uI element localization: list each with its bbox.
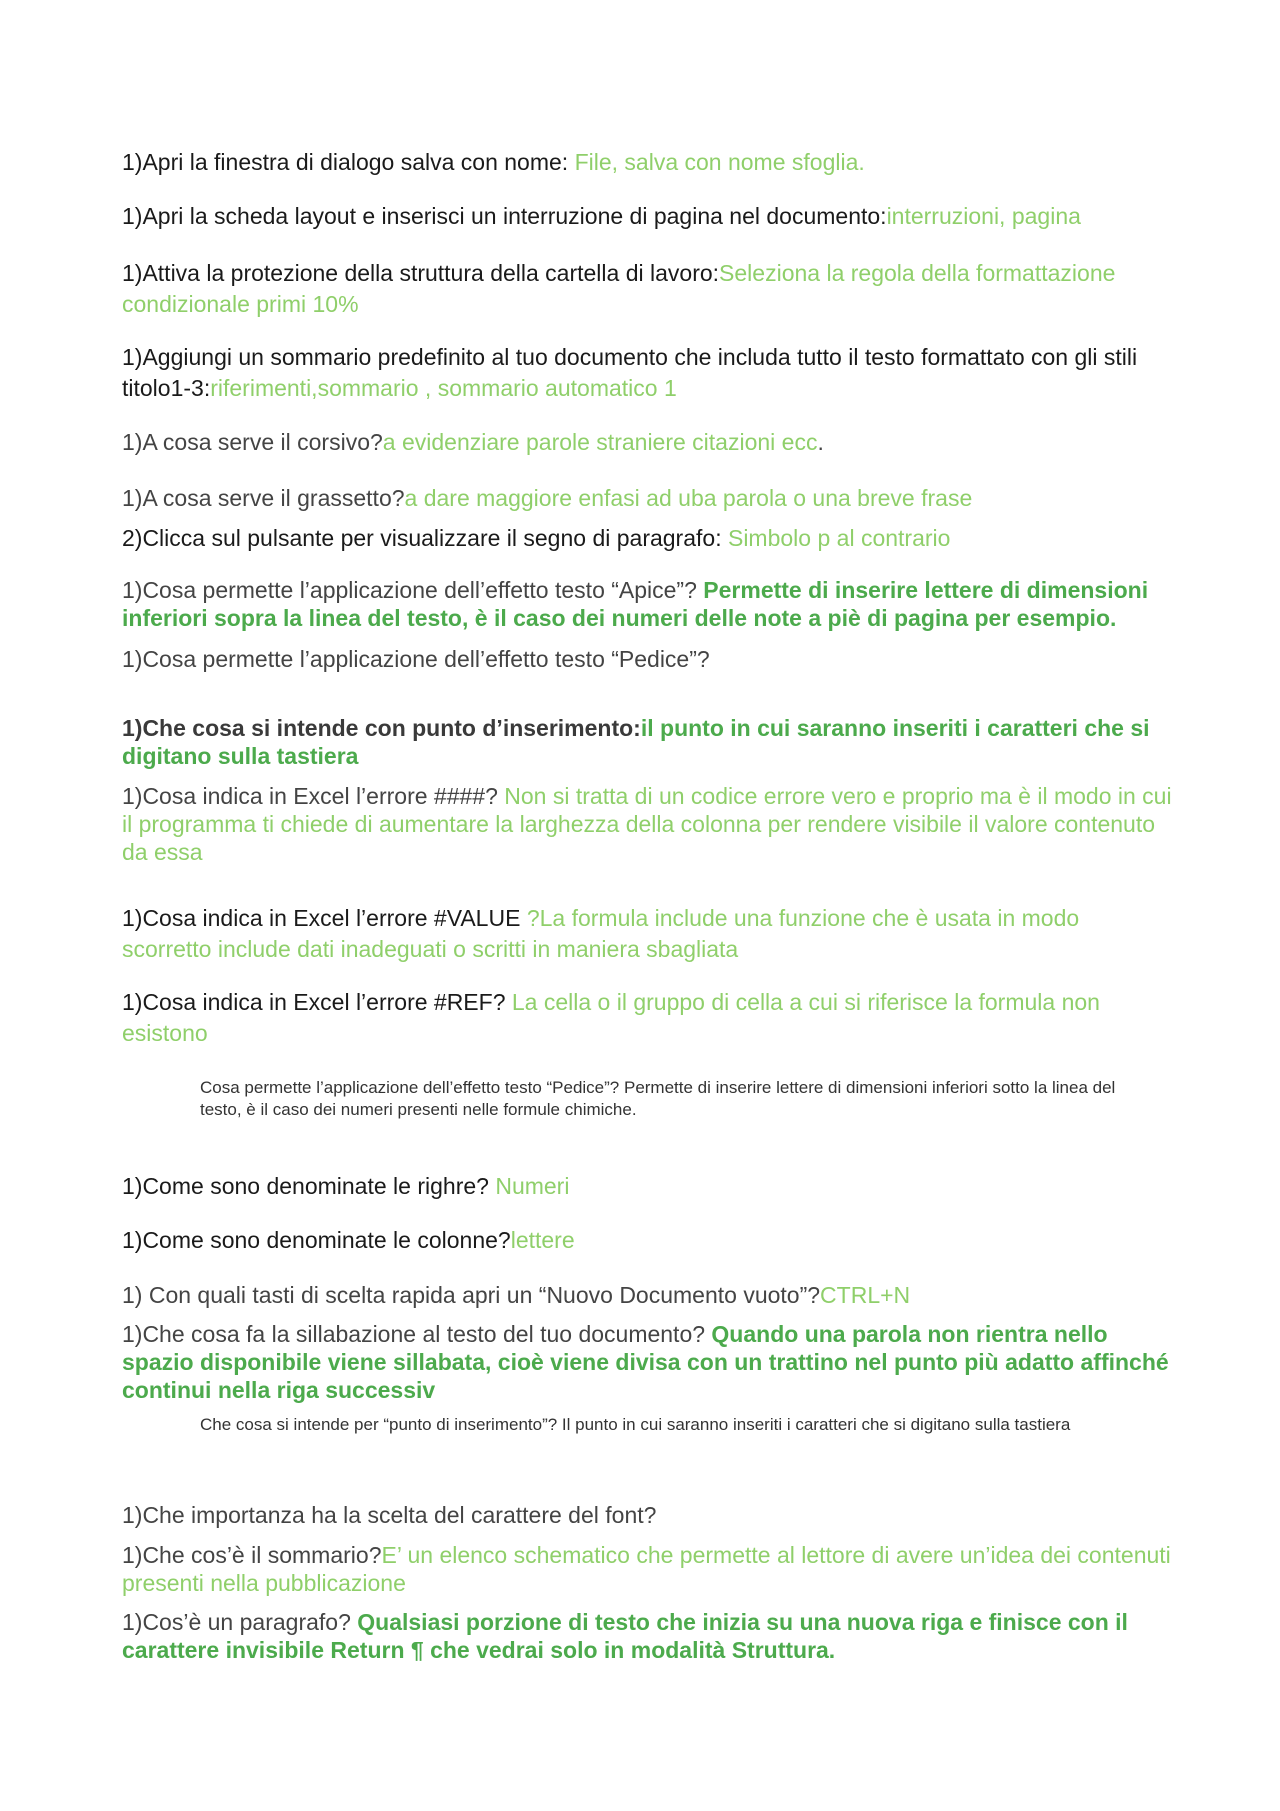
question-text: 1)Attiva la protezione della struttura della cartella di lavoro: bbox=[122, 260, 720, 286]
qa-item-excel-hash-error bbox=[122, 782, 1172, 866]
answer-text: CTRL+N bbox=[820, 1282, 911, 1308]
question-text: 2)Clicca sul pulsante per visualizzare il segno di paragrafo: bbox=[122, 525, 728, 551]
qa-item-save-as bbox=[122, 148, 1172, 176]
qa-item-paragraph bbox=[122, 1608, 1172, 1664]
qa-item-hyphenation bbox=[122, 1320, 1172, 1404]
qa-item-paragraph-mark bbox=[122, 524, 1172, 552]
answer-text: ?La formula include una funzione che è usata in modo scorretto include dati inadeguati o scritti in maniera sbagliata bbox=[122, 905, 1080, 962]
answer-text: Simbolo p al contrario bbox=[727, 525, 951, 551]
question-text: 1)Cosa indica in Excel l’errore ####? bbox=[122, 783, 505, 809]
note-subscript bbox=[200, 1077, 1160, 1121]
qa-item-excel-value-error bbox=[122, 903, 1172, 965]
answer-text: Numeri bbox=[495, 1173, 570, 1199]
question-text: 1)Che cosa fa la sillabazione al testo del tuo documento? bbox=[122, 1321, 712, 1347]
question-text: 1)Che importanza ha la scelta del carattere del font? bbox=[122, 1502, 657, 1528]
note-text: Che cosa si intende per “punto di inserimento”? Il punto in cui saranno inseriti i caratteri che si digitano sulla tastiera bbox=[200, 1415, 1071, 1434]
question-text: 1)Che cos’è il sommario? bbox=[122, 1542, 382, 1568]
qa-item-bold bbox=[122, 484, 1172, 512]
question-text: 1)Aggiungi un sommario predefinito al tuo documento che includa tutto il testo formattato con gli stili titolo1-3: bbox=[122, 344, 1138, 401]
qa-item-font-choice bbox=[122, 1501, 1172, 1529]
qa-item-superscript bbox=[122, 576, 1172, 632]
question-text: 1)A cosa serve il grassetto? bbox=[122, 485, 405, 511]
qa-item-workbook-protection bbox=[122, 258, 1172, 320]
qa-item-page-break bbox=[122, 202, 1172, 230]
question-text: 1)Come sono denominate le righre? bbox=[122, 1173, 496, 1199]
qa-item-table-of-contents bbox=[122, 342, 1172, 404]
answer-text: interruzioni, pagina bbox=[886, 203, 1081, 229]
qa-item-italic bbox=[122, 428, 1172, 456]
answer-text: il punto in cui saranno inseriti i caratteri che si digitano sulla tastiera bbox=[122, 715, 1150, 769]
question-text: 1)Apri la finestra di dialogo salva con nome: bbox=[122, 149, 575, 175]
qa-item-excel-ref-error bbox=[122, 987, 1172, 1049]
question-text: 1)Cos’è un paragrafo? bbox=[122, 1609, 358, 1635]
answer-text: lettere bbox=[510, 1227, 575, 1253]
note-text: Cosa permette l’applicazione dell’effetto testo “Pedice”? Permette di inserire lettere di dimensioni inferiori sotto la linea del testo, è il caso dei numeri presenti nelle formule chimiche. bbox=[200, 1078, 1116, 1119]
answer-text: Qualsiasi porzione di testo che inizia su una nuova riga e finisce con il carattere invisibile Return ¶ che vedrai solo in modalità Struttura. bbox=[122, 1609, 1128, 1663]
answer-text: Quando una parola non rientra nello spazio disponibile viene sillabata, cioè viene divisa con un trattino nel punto più adatto affinché continui nella riga successiv bbox=[122, 1321, 1169, 1403]
question-text: 1)Che cosa si intende con punto d’inserimento: bbox=[122, 715, 641, 741]
answer-text: Permette di inserire lettere di dimensioni inferiori sopra la linea del testo, è il caso dei numeri delle note a piè di pagina per esempio. bbox=[122, 577, 1149, 631]
qa-item-new-document-shortcut bbox=[122, 1281, 1172, 1309]
answer-text: Non si tratta di un codice errore vero e proprio ma è il modo in cui il programma ti chiede di aumentare la larghezza della colonna per rendere visibile il valore contenuto da essa bbox=[122, 783, 1172, 865]
note-insertion-point bbox=[200, 1414, 1160, 1436]
question-text: 1)Cosa permette l’applicazione dell’effetto testo “Pedice”? bbox=[122, 646, 710, 672]
question-text: 1)Come sono denominate le colonne? bbox=[122, 1227, 511, 1253]
qa-item-subscript bbox=[122, 645, 1172, 673]
question-text: 1)Apri la scheda layout e inserisci un interruzione di pagina nel documento: bbox=[122, 203, 887, 229]
answer-text: Seleziona la regola della formattazione condizionale primi 10% bbox=[122, 260, 1116, 317]
qa-item-rows bbox=[122, 1172, 1172, 1200]
answer-text: E’ un elenco schematico che permette al lettore di avere un’idea dei contenuti presenti nella pubblicazione bbox=[122, 1542, 1171, 1596]
question-text: 1)Cosa indica in Excel l’errore #VALUE bbox=[122, 905, 527, 931]
qa-item-insertion-point bbox=[122, 714, 1172, 770]
question-text: 1)Cosa indica in Excel l’errore #REF? bbox=[122, 989, 512, 1015]
question-text: 1)A cosa serve il corsivo? bbox=[122, 429, 383, 455]
trailing-period: . bbox=[817, 429, 824, 455]
answer-text: File, salva con nome sfoglia. bbox=[574, 149, 865, 175]
qa-item-columns bbox=[122, 1226, 1172, 1254]
qa-item-summary bbox=[122, 1541, 1172, 1597]
answer-text: riferimenti,sommario , sommario automatico 1 bbox=[210, 375, 677, 401]
question-text: 1) Con quali tasti di scelta rapida apri un “Nuovo Documento vuoto”? bbox=[122, 1282, 821, 1308]
answer-text: a dare maggiore enfasi ad uba parola o una breve frase bbox=[404, 485, 973, 511]
question-text: 1)Cosa permette l’applicazione dell’effetto testo “Apice”? bbox=[122, 577, 704, 603]
answer-text: a evidenziare parole straniere citazioni ecc bbox=[382, 429, 818, 455]
answer-text: La cella o il gruppo di cella a cui si riferisce la formula non esistono bbox=[122, 989, 1100, 1046]
